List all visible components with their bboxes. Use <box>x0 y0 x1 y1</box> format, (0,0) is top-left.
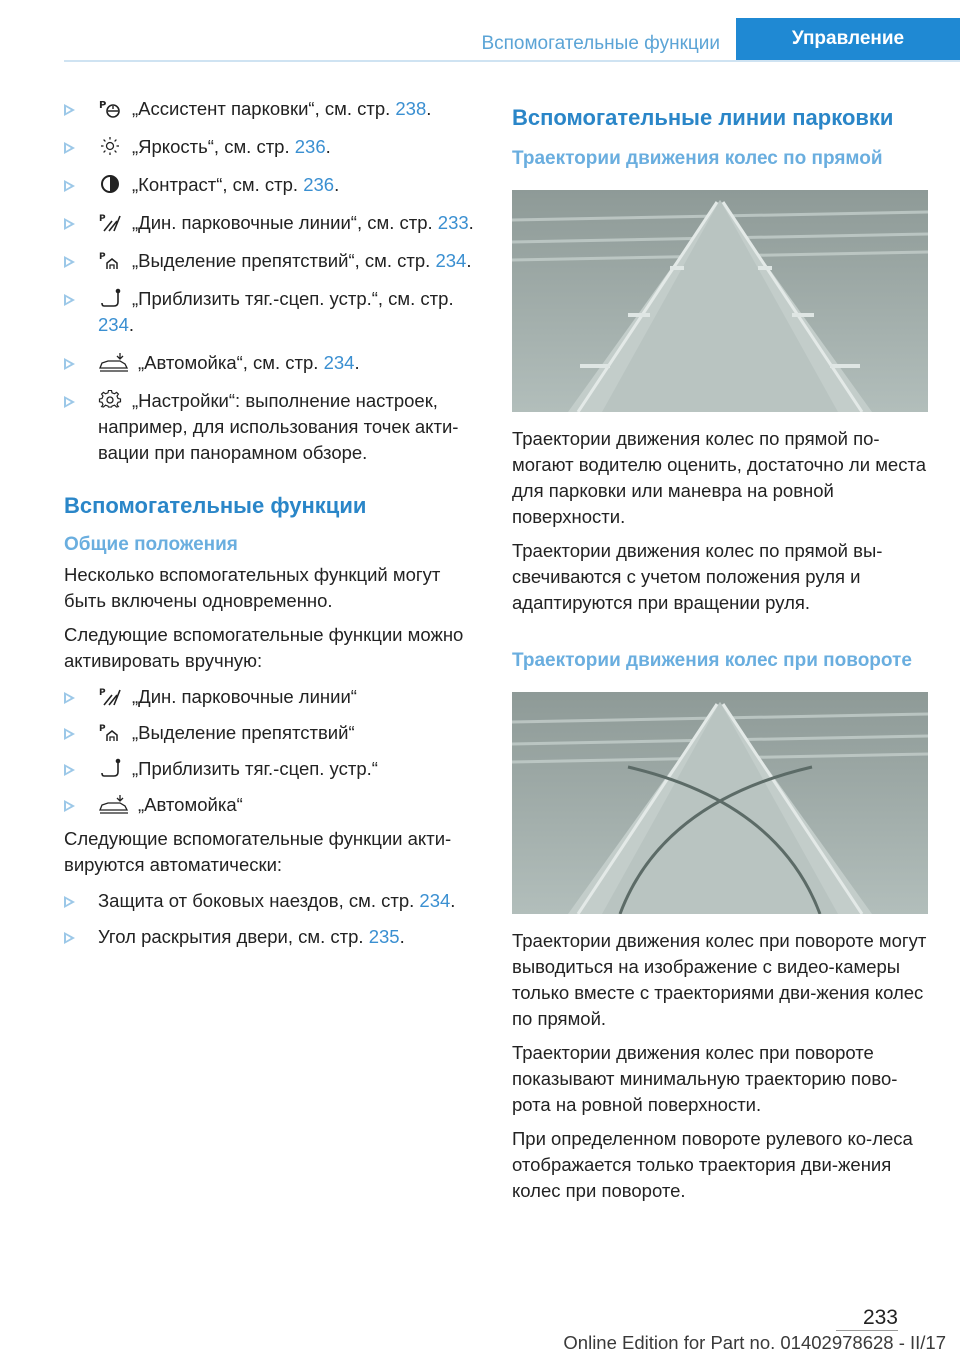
edition-note: Online Edition for Part no. 01402978628 - II/17 <box>563 1332 946 1353</box>
list-item-text: „Дин. парковочные линии“ <box>132 686 357 707</box>
punctuation: . <box>128 314 135 335</box>
list-item <box>64 286 474 338</box>
list-item <box>64 350 474 376</box>
list-item <box>64 172 474 198</box>
svg-text:P: P <box>99 724 106 734</box>
bullet-triangle-icon <box>64 728 75 740</box>
left-column <box>64 96 474 950</box>
page-link[interactable]: 234 <box>98 314 129 335</box>
car-wash-icon <box>98 352 130 372</box>
dynamic-parking-lines-icon <box>98 212 124 232</box>
list-item <box>64 792 474 818</box>
menu-item-text: „Выделение препятствий“, см. стр. <box>132 250 436 271</box>
page-link[interactable]: 238 <box>395 98 427 119</box>
list-item-text: Угол раскрытия двери, см. стр. <box>98 926 369 947</box>
punctuation: . <box>399 926 405 947</box>
bullet-triangle-icon <box>64 104 75 116</box>
page-link[interactable]: 234 <box>323 352 355 373</box>
bullet-triangle-icon <box>64 764 75 776</box>
contrast-icon <box>98 174 124 194</box>
page-link[interactable]: 233 <box>437 212 469 233</box>
punctuation: . <box>450 890 456 911</box>
list-item-text: Защита от боковых наездов, см. стр. <box>98 890 420 911</box>
page-link[interactable]: 236 <box>294 136 326 157</box>
bullet-triangle-icon <box>64 896 75 908</box>
obstacle-marking-icon <box>98 722 124 742</box>
svg-text:P: P <box>99 252 106 262</box>
list-item-text: „Выделение препятствий“ <box>132 722 355 743</box>
trailer-hitch-icon <box>98 288 124 308</box>
header-chapter-tab: Управление <box>736 18 960 60</box>
menu-item-text: „Приблизить тяг.-сцеп. устр.“, см. стр. <box>132 288 454 309</box>
list-item <box>64 388 474 466</box>
dynamic-parking-lines-icon <box>98 686 124 706</box>
brightness-icon <box>98 136 124 156</box>
punctuation: . <box>334 174 340 195</box>
camera-image-straight <box>512 190 928 412</box>
list-item-text: „Автомойка“ <box>138 794 243 815</box>
paragraph: Траектории движения колес по прямой по-могают водителю оценить, достаточно ли места для парковки или маневра на ровной поверхности. <box>512 428 927 527</box>
menu-item-text: „Автомойка“, см. стр. <box>138 352 324 373</box>
list-item <box>64 684 474 710</box>
list-item <box>64 720 474 746</box>
list-item <box>64 248 474 274</box>
right-column <box>512 96 932 1204</box>
bullet-triangle-icon <box>64 692 75 704</box>
bullet-triangle-icon <box>64 218 75 230</box>
menu-item-text: „Ассистент парковки“, см. стр. <box>132 98 396 119</box>
list-item <box>64 888 474 914</box>
paragraph: Несколько вспомогательных функций могут быть включены одновременно. <box>64 564 441 611</box>
bullet-triangle-icon <box>64 294 75 306</box>
paragraph: Следующие вспомогательные функции акти-вируются автоматически: <box>64 828 452 875</box>
page-number: 233 <box>862 1306 898 1329</box>
list-item <box>64 96 474 122</box>
trailer-hitch-icon <box>98 758 124 778</box>
bullet-triangle-icon <box>64 256 75 268</box>
svg-text:P: P <box>99 688 106 698</box>
page-link[interactable]: 234 <box>419 890 451 911</box>
menu-item-text: „Дин. парковочные линии“, см. стр. <box>132 212 438 233</box>
menu-item-text: „Контраст“, см. стр. <box>132 174 304 195</box>
obstacle-marking-icon <box>98 250 124 270</box>
punctuation: . <box>466 250 472 271</box>
bullet-triangle-icon <box>64 932 75 944</box>
menu-item-text: „Настройки“: выполнение настроек, например, для использования точек акти-вации при панорамном обзоре. <box>98 390 459 463</box>
punctuation: . <box>325 136 331 157</box>
bullet-triangle-icon <box>64 396 75 408</box>
subsection-title: Траектории движения колес при повороте <box>512 650 912 671</box>
paragraph: Траектории движения колес по прямой вы-свечиваются с учетом положения руля и адаптируются при вращении руля. <box>512 540 883 613</box>
footer-divider <box>836 1330 898 1331</box>
header-divider <box>64 60 960 62</box>
bullet-triangle-icon <box>64 358 75 370</box>
page-link[interactable]: 234 <box>435 250 467 271</box>
park-assistant-icon <box>98 98 124 118</box>
paragraph: Траектории движения колес при повороте могут выводиться на изображение с видео-камеры только вместе с траекториями дви-жения колес по прямой. <box>512 930 927 1029</box>
settings-gear-icon <box>98 390 124 410</box>
punctuation: . <box>468 212 474 233</box>
subsection-title: Общие положения <box>64 534 238 555</box>
bullet-triangle-icon <box>64 180 75 192</box>
svg-text:P: P <box>99 100 107 111</box>
svg-text:P: P <box>99 214 106 224</box>
list-item <box>64 134 474 160</box>
paragraph: Траектории движения колес при повороте показывают минимальную траекторию пово-рота на ровной поверхности. <box>512 1042 898 1115</box>
paragraph: При определенном повороте рулевого ко-леса отображается только траектория дви-жения колес при повороте. <box>512 1128 913 1201</box>
paragraph: Следующие вспомогательные функции можно активировать вручную: <box>64 624 464 671</box>
menu-item-text: „Яркость“, см. стр. <box>132 136 295 157</box>
car-wash-icon <box>98 794 130 814</box>
punctuation: . <box>426 98 432 119</box>
page-header <box>0 0 960 62</box>
bullet-triangle-icon <box>64 142 75 154</box>
header-section-title: Вспомогательные функции <box>481 33 720 54</box>
page-link[interactable]: 236 <box>303 174 335 195</box>
list-item <box>64 924 474 950</box>
camera-image-turning <box>512 692 928 914</box>
list-item-text: „Приблизить тяг.-сцеп. устр.“ <box>132 758 378 779</box>
page-link[interactable]: 235 <box>368 926 400 947</box>
punctuation: . <box>354 352 360 373</box>
bullet-triangle-icon <box>64 800 75 812</box>
section-title: Вспомогательные функции <box>64 493 367 518</box>
list-item <box>64 756 474 782</box>
subsection-title: Траектории движения колес по прямой <box>512 148 883 169</box>
list-item <box>64 210 474 236</box>
section-title: Вспомогательные линии парковки <box>512 105 894 130</box>
